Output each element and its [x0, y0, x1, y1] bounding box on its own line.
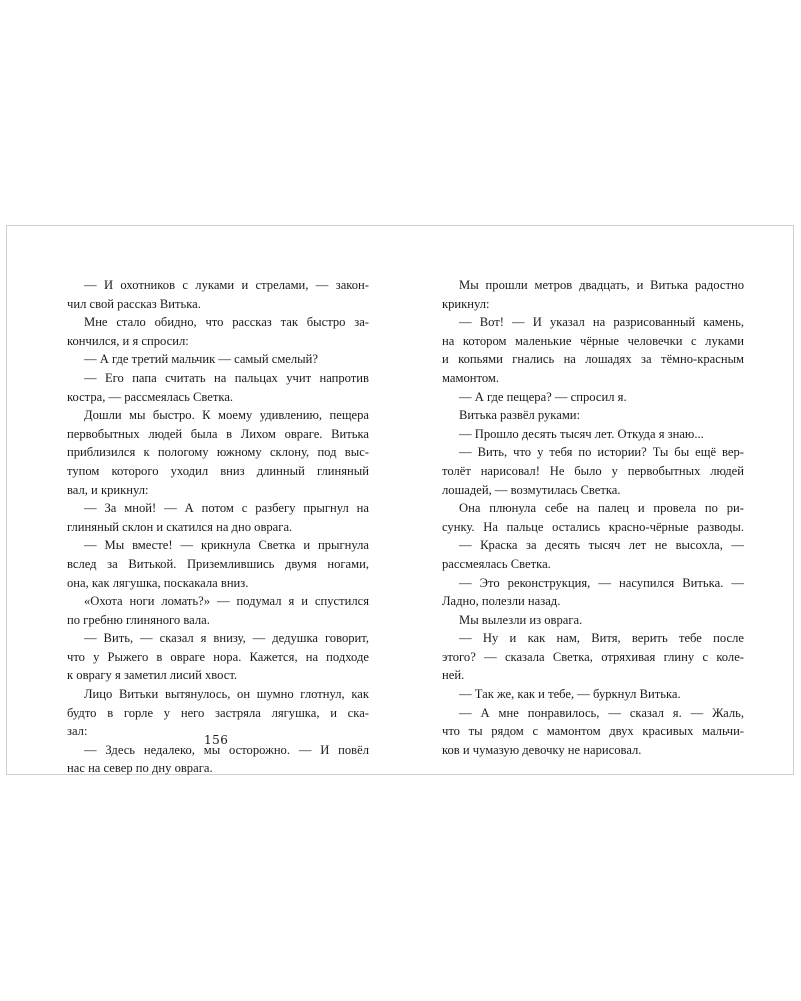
text-line: на котором маленькие чёрные человечки с луками [442, 333, 744, 348]
text-line: — Прошло десять тысяч лет. Откуда я знаю... [459, 426, 704, 441]
text-line: она, как лягушка, поскакала вниз. [67, 575, 249, 590]
text-line: рассмеялась Светка. [442, 556, 551, 571]
text-line: — Мы вместе! — крикнула Светка и прыгнула [84, 538, 369, 553]
text-line: Мы вылезли из оврага. [459, 612, 583, 627]
text-line: вслед за Витькой. Приземлившись двумя ногами, [67, 556, 369, 571]
text-line: — А где третий мальчик — самый смелый? [84, 352, 318, 367]
text-line: ков и чумазую девочку не нарисовал. [442, 742, 642, 757]
text-line: толёт нарисовал! Не было у первобытных людей [442, 463, 744, 478]
text-line: что у Рыжего в овраге нора. Кажется, на подходе [67, 649, 369, 664]
text-line: Ладно, полезли назад. [442, 594, 561, 609]
text-line: — Это реконструкция, — насупился Витька. — [459, 575, 744, 590]
text-line: — А где пещера? — спросил я. [459, 389, 627, 404]
text-line: этого? — сказала Светка, отряхивая глину с коле- [442, 649, 744, 664]
text-line: к оврагу я заметил лисий хвост. [67, 668, 238, 683]
right-page [442, 276, 744, 759]
text-line: — Вить, — сказал я внизу, — дедушка говорит, [84, 631, 369, 646]
text-line: мамонтом. [442, 370, 499, 385]
left-page [67, 276, 369, 778]
page-number: 156 [204, 733, 229, 747]
text-line: — Ну и как нам, Витя, верить тебе после [459, 631, 744, 646]
text-line: Мы прошли метров двадцать, и Витька радостно [459, 278, 744, 292]
text-line: глиняный склон и скатился на дно оврага. [67, 519, 293, 534]
text-line: Дошли мы быстро. К моему удивлению, пещера [84, 408, 369, 423]
text-line: по гребню глиняного вала. [67, 612, 210, 627]
text-line: — Его папа считать на пальцах учит напротив [84, 370, 369, 385]
text-line: лошадей, — возмутилась Светка. [442, 482, 621, 497]
text-line: — За мной! — А потом с разбегу прыгнул на [84, 501, 369, 516]
text-line: и копьями гнались на лошадях за тёмно-красным [442, 352, 744, 367]
text-line: Она плюнула себе на палец и провела по ри- [459, 501, 744, 516]
text-line: — Здесь недалеко, мы осторожно. — И повёл [84, 742, 369, 757]
text-line: крикнул: [442, 296, 490, 311]
text-line: — Вить, что у тебя по истории? Ты бы ещё вер- [459, 445, 744, 460]
text-line: «Охота ноги ломать?» — подумал я и спустился [84, 594, 369, 609]
text-line: нас на север по дну оврага. [67, 761, 213, 776]
text-line: что ты рядом с мамонтом двух красивых мальчи- [442, 724, 744, 739]
text-line: Лицо Витьки вытянулось, он шумно глотнул, как [84, 687, 369, 702]
text-line: будто в горле у него застряла лягушка, и ска- [67, 705, 369, 720]
text-line: кончился, и я спросил: [67, 333, 189, 348]
text-line: Витька развёл руками: [459, 408, 581, 423]
text-line: сунку. На пальце остались красно-чёрные разводы. [442, 519, 744, 534]
text-line: — Вот! — И указал на разрисованный камень, [459, 315, 744, 330]
text-line: — Краска за десять тысяч лет не высохла, — [459, 538, 744, 553]
text-line: первобытных людей была в Лихом овраге. Витька [67, 426, 369, 441]
text-line: приблизился к пологому южному склону, под выс- [67, 445, 369, 460]
text-line: вал, и крикнул: [67, 482, 149, 497]
text-line: чил свой рассказ Витька. [67, 296, 201, 311]
text-line: — И охотников с луками и стрелами, — закон- [84, 278, 369, 292]
book-spread [6, 225, 794, 775]
text-line: — Так же, как и тебе, — буркнул Витька. [459, 687, 681, 702]
text-line: тупом которого уходил вниз длинный глиняный [67, 463, 369, 478]
text-line: Мне стало обидно, что рассказ так быстро за- [84, 315, 369, 330]
text-line: ней. [442, 668, 465, 683]
text-line: зал: [67, 724, 88, 739]
text-line: — А мне понравилось, — сказал я. — Жаль, [459, 705, 744, 720]
text-line: костра, — рассмеялась Светка. [67, 389, 234, 404]
